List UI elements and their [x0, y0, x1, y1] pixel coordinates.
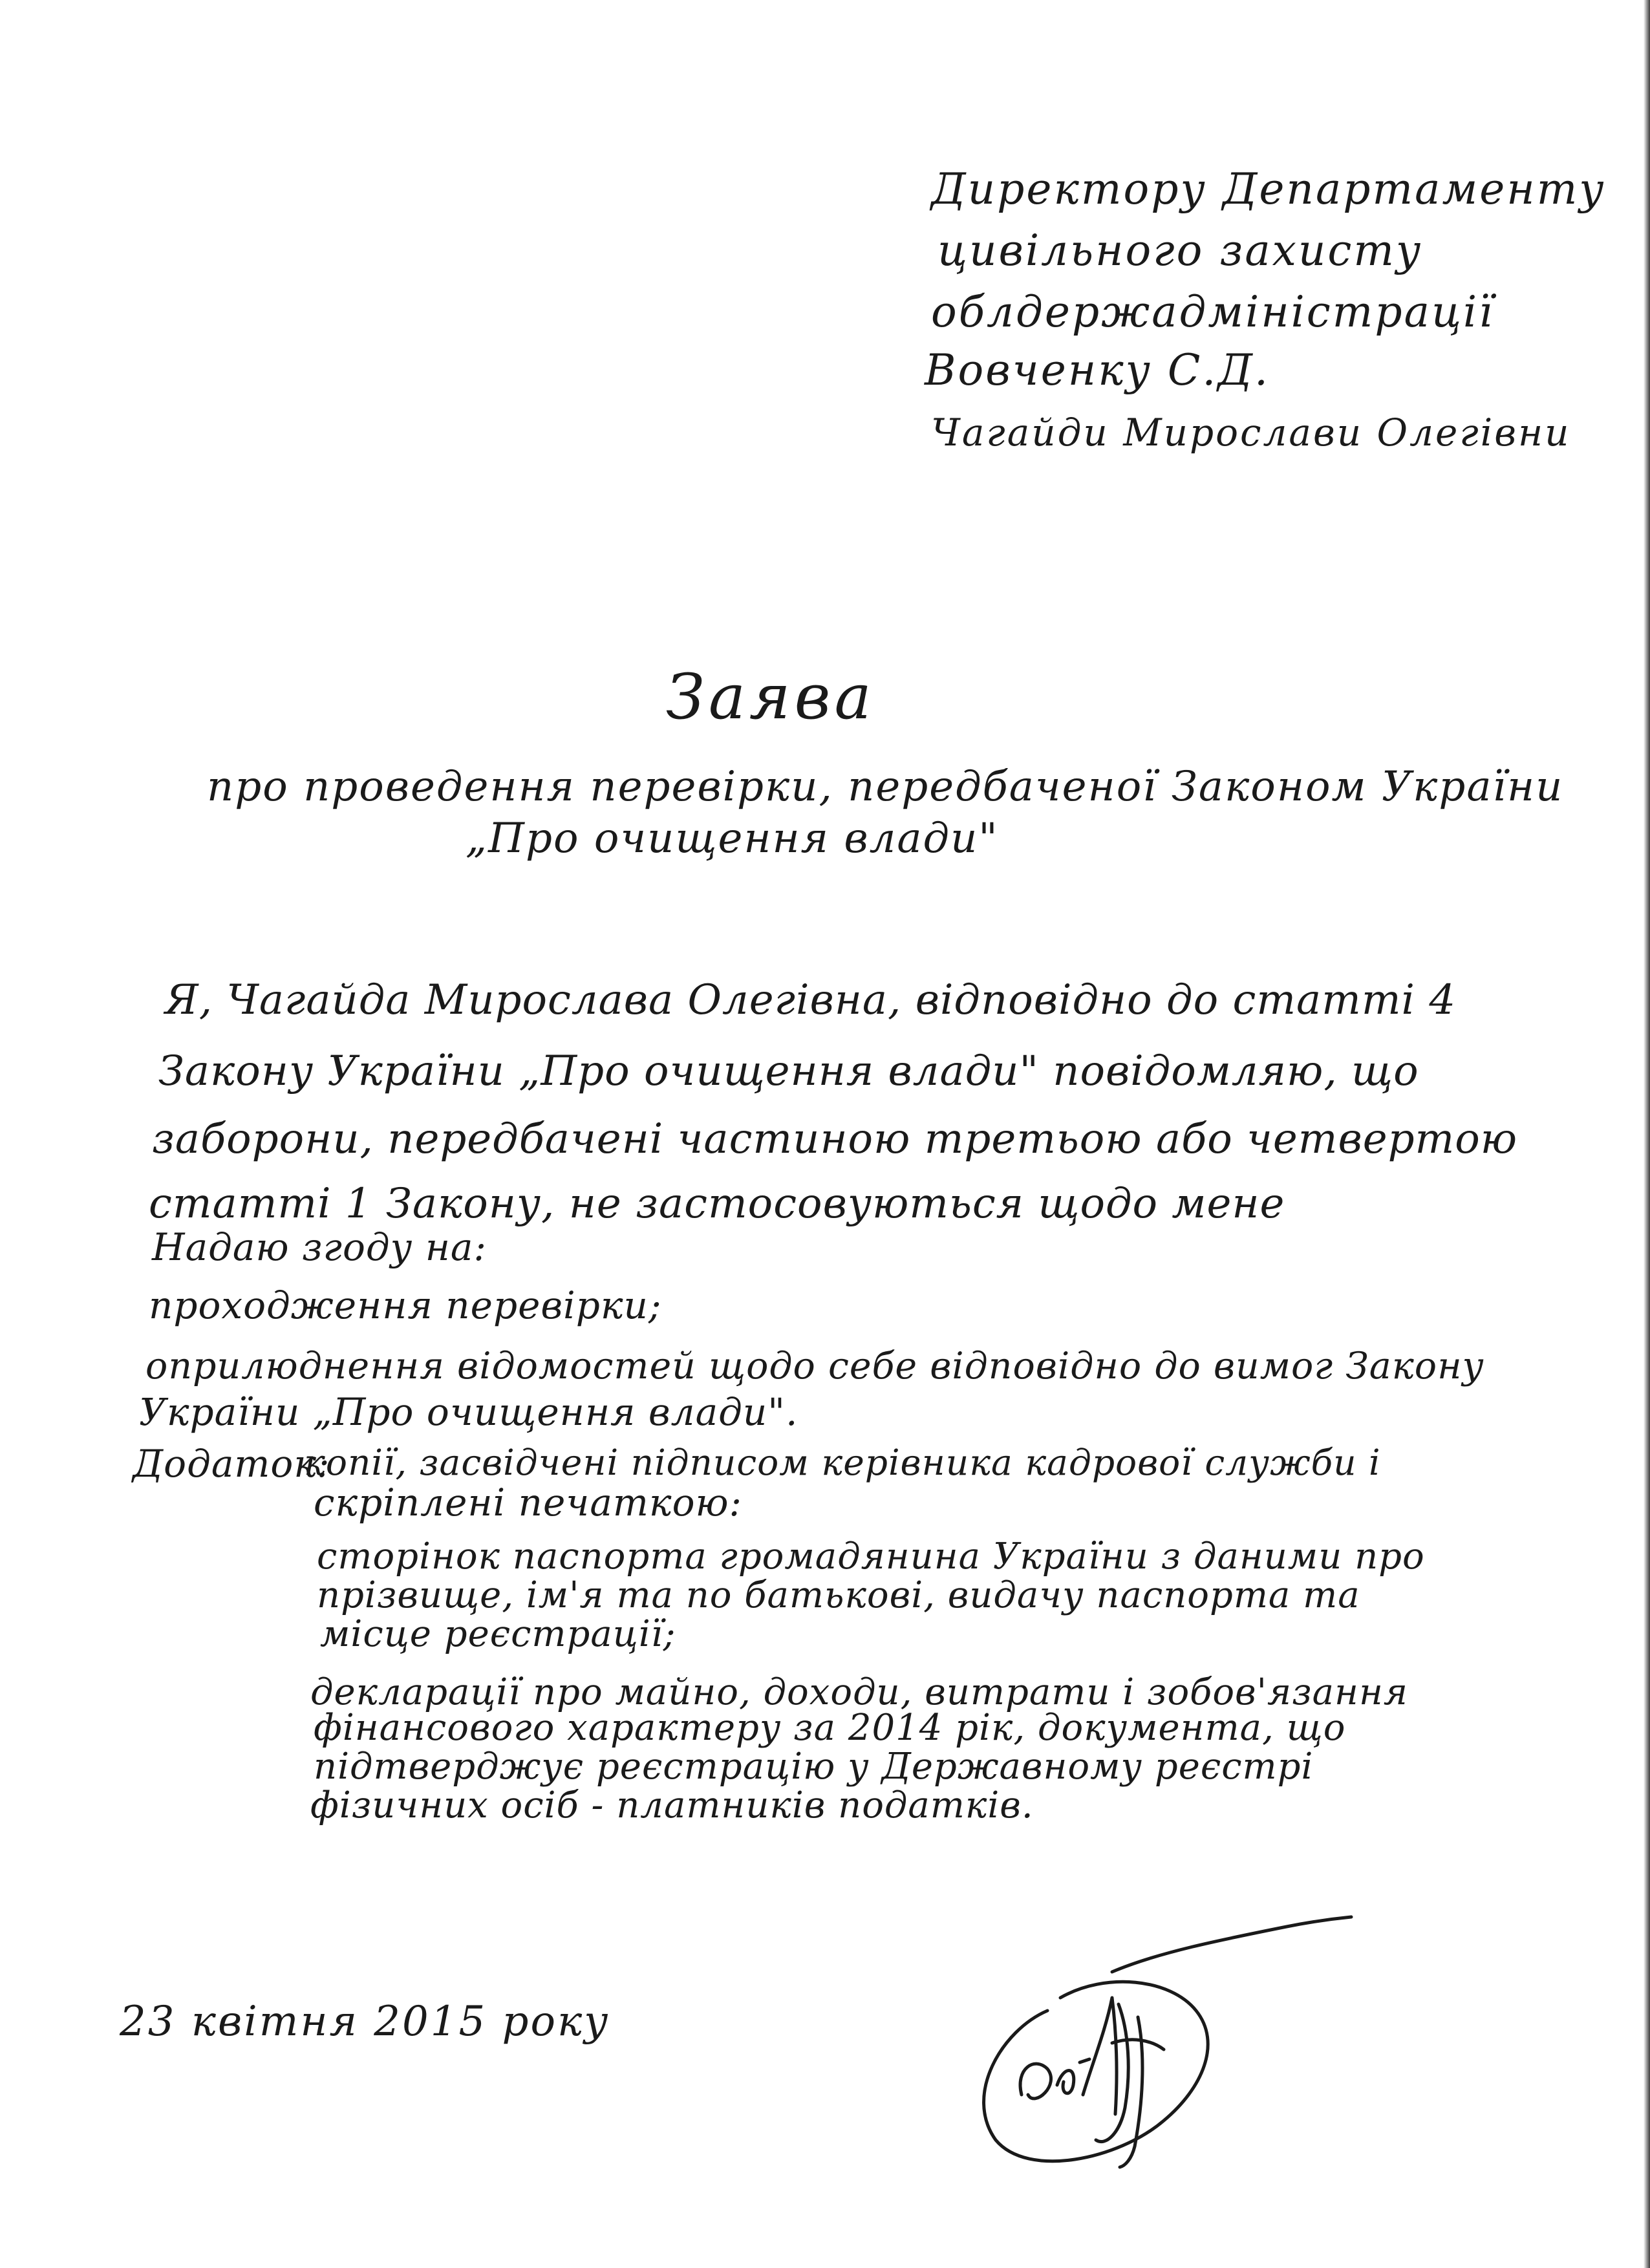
document-date: 23 квітня 2015 року: [120, 1998, 610, 2046]
consent-item-2-line-1: оприлюднення відомостей щодо себе відповідно до вимог Закону: [145, 1345, 1484, 1387]
body-line-4: статті 1 Закону, не застосовуються щодо мене: [149, 1180, 1285, 1228]
attachment-line-1: копії, засвідчені підписом керівника кадрової служби і: [304, 1442, 1381, 1483]
consent-item-1: проходження перевірки;: [149, 1283, 662, 1327]
subtitle-line-2: „Про очищення влади": [466, 815, 999, 862]
attachment-sub2-line-4: фізичних осіб - платників податків.: [310, 1784, 1034, 1826]
addressee-line-3: облдержадміністрації: [931, 287, 1495, 337]
subtitle-line-1: про проведення перевірки, передбаченої Законом України: [207, 763, 1564, 811]
attachment-sub2-line-3: підтверджує реєстрацію у Державному реєстрі: [314, 1746, 1314, 1788]
consent-item-2-line-2: України „Про очищення влади".: [139, 1390, 798, 1434]
attachment-sub2-line-2: фінансового характеру за 2014 рік, документа, що: [314, 1707, 1346, 1749]
handwritten-signature-icon: [950, 1901, 1377, 2172]
addressee-line-4: Вовченку С.Д.: [925, 345, 1270, 395]
attachment-sub1-line-1: сторінок паспорта громадянина України з даними про: [317, 1535, 1425, 1578]
attachment-line-2: скріплені печаткою:: [314, 1481, 743, 1524]
attachment-sub1-line-2: прізвище, ім'я та по батькові, видачу паспорта та: [317, 1574, 1360, 1616]
body-line-1: Я, Чагайда Мирослава Олегівна, відповідно до статті 4: [165, 976, 1457, 1024]
attachment-sub2-line-1: декларації про майно, доходи, витрати і зобов'язання: [310, 1671, 1408, 1713]
body-line-3: заборони, передбачені частиною третьою або четвертою: [152, 1115, 1518, 1163]
addressee-line-2: цивільного захисту: [938, 226, 1423, 275]
body-line-2: Закону України „Про очищення влади" повідомляю, що: [158, 1047, 1419, 1095]
addressee-line-1: Директору Департаменту: [931, 164, 1606, 214]
addressee-line-5: Чагайди Мирослави Олегівни: [931, 411, 1571, 455]
document-title: Заява: [666, 661, 875, 733]
consent-heading: Надаю згоду на:: [152, 1225, 488, 1269]
attachment-sub1-line-3: місце реєстрації;: [320, 1613, 676, 1655]
attachment-label: Додаток:: [133, 1442, 330, 1486]
